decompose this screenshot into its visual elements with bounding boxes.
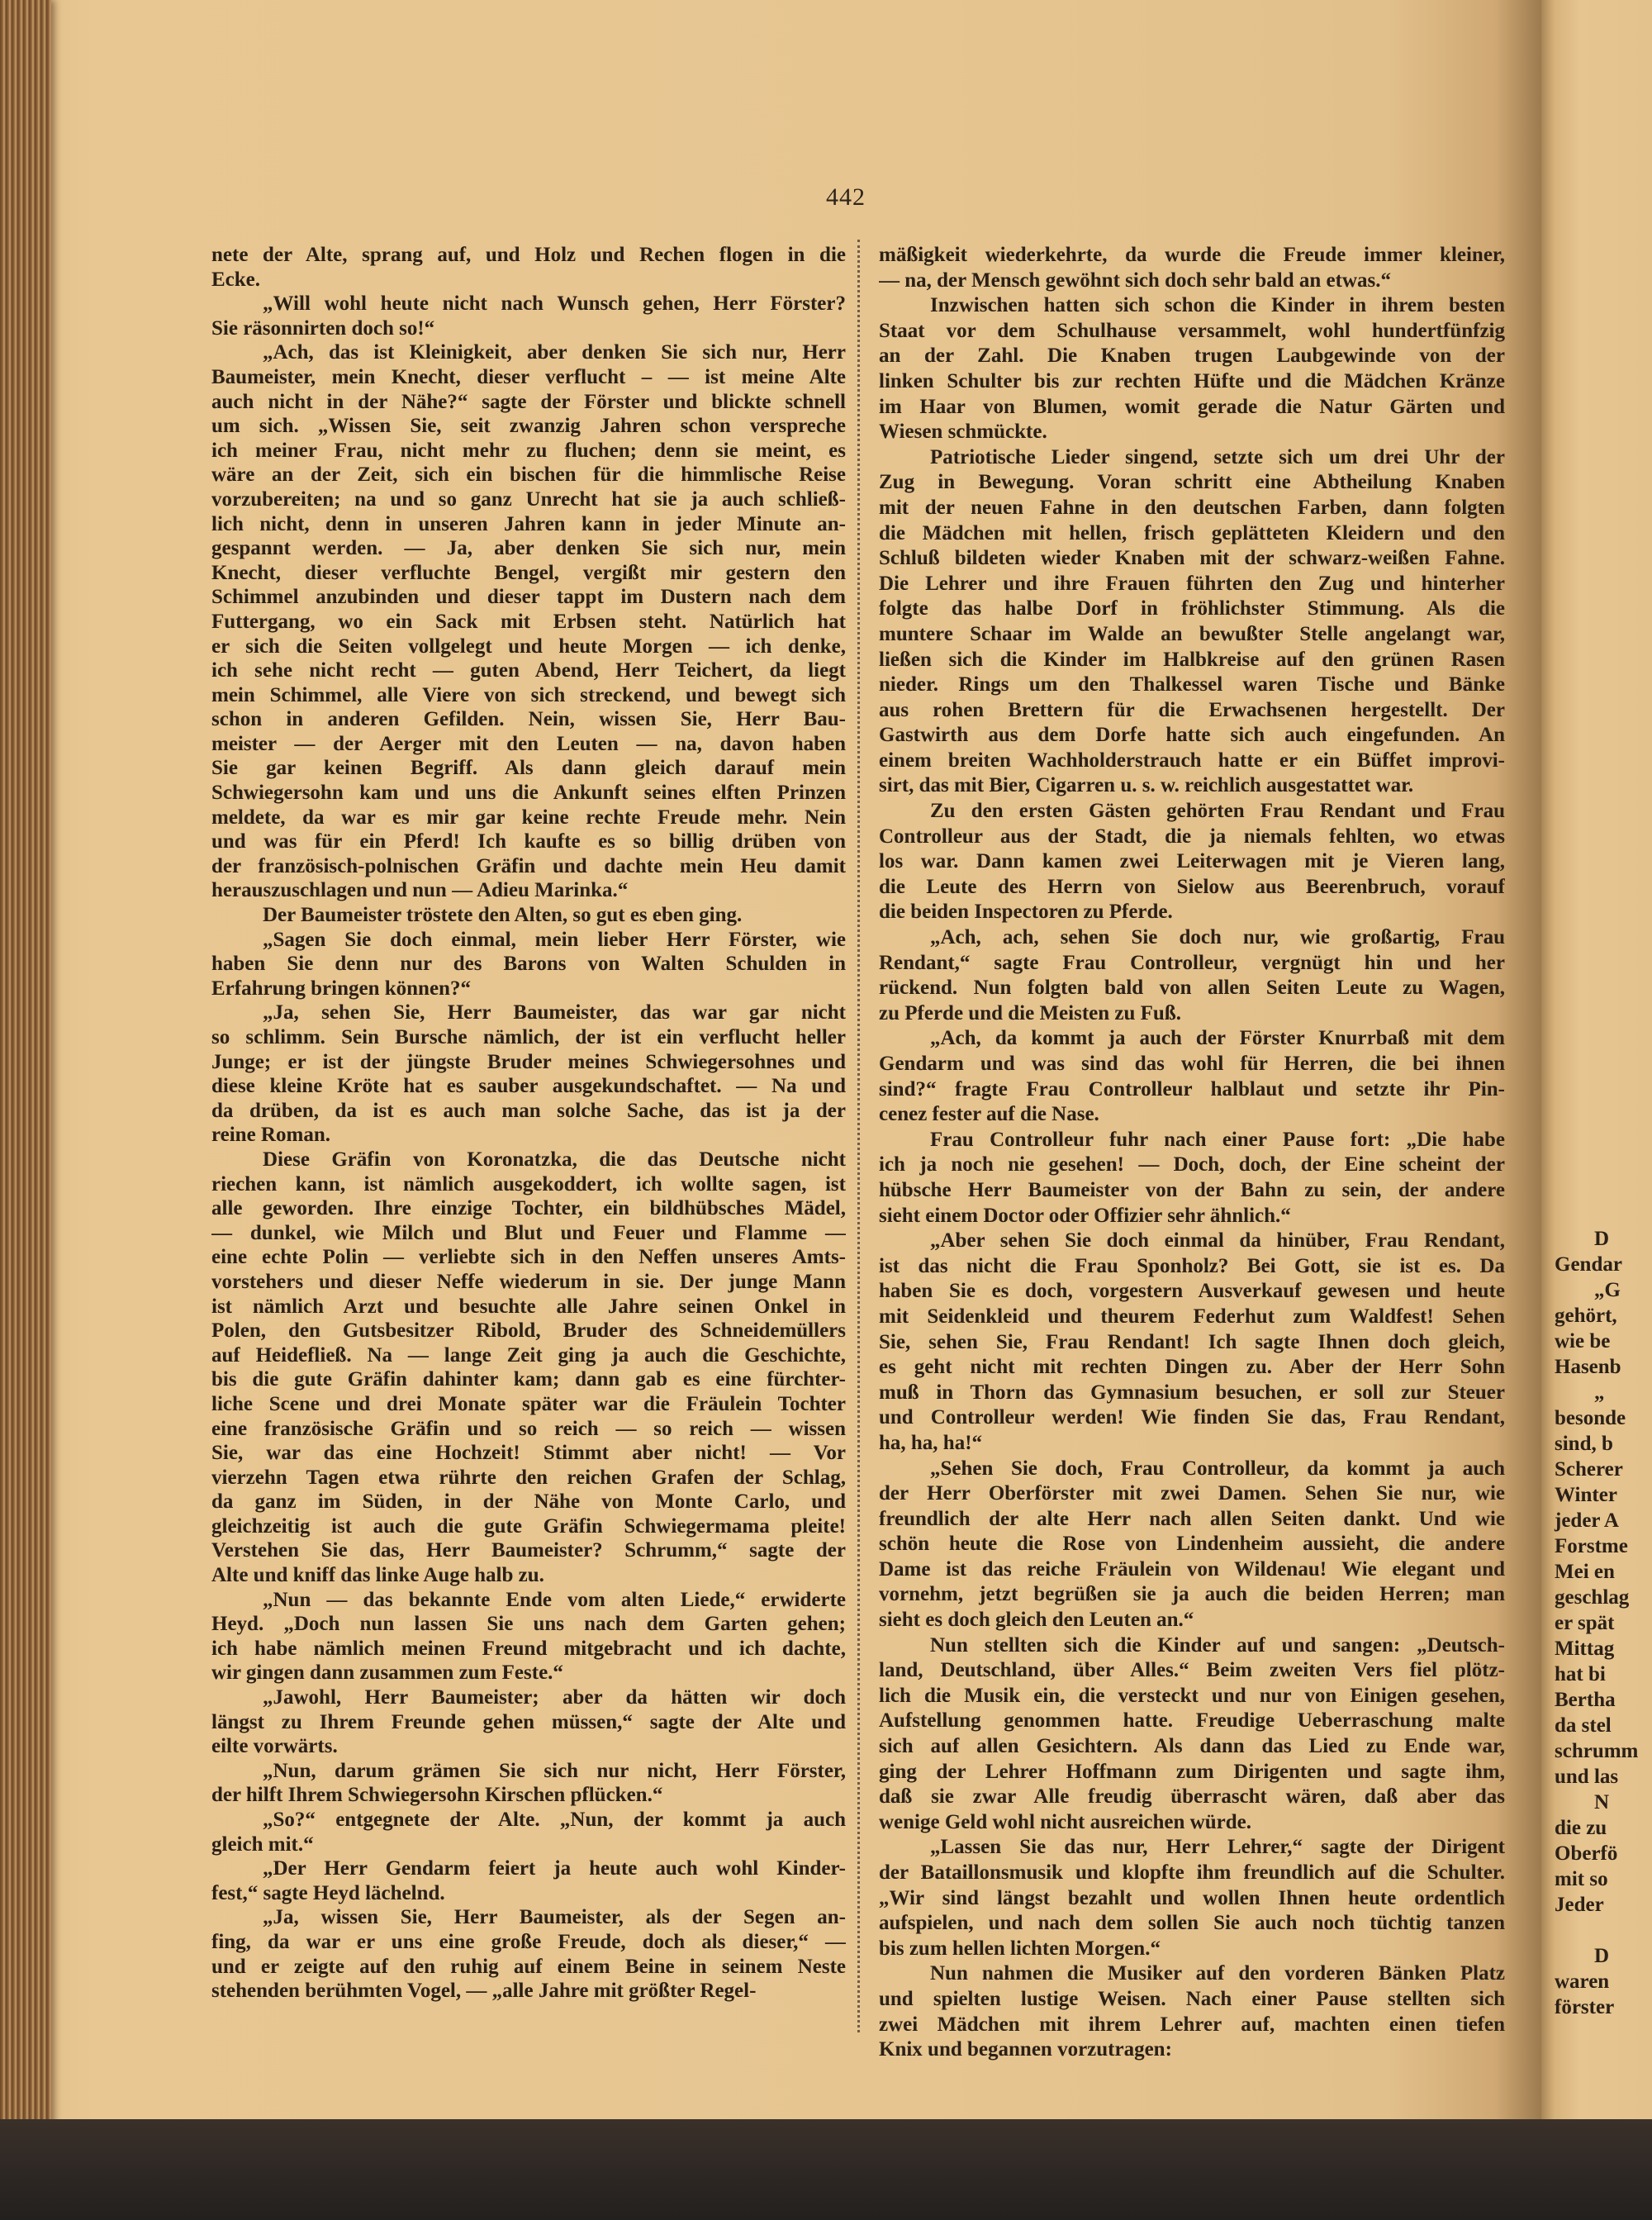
text-line: Schluß bildeten wieder Knaben mit der schwarz-weißen Fahne. [879,547,1505,570]
text-line: aus rohen Brettern für die Erwachsenen hergestellt. Der [879,698,1505,721]
text-line: liche Scene und drei Monate später war die Fräulein Tochter [211,1392,846,1415]
text-line: vierzehn Tagen etwa rührte den reichen Grafen der Schlag, [211,1466,846,1489]
text-line: Inzwischen hatten sich schon die Kinder in ihrem besten [930,294,1505,317]
column-divider [857,240,860,2032]
text-line: sich auf allen Gesichtern. Als dann das Lied zu Ende war, [879,1735,1505,1758]
paragraph [879,1633,1505,1836]
text-line: N [1594,1791,1610,1814]
text-line: Gastwirth aus dem Dorfe hatte sich auch eingefunden. An [879,724,1505,747]
paragraph [211,1808,846,1856]
paragraph [879,1229,1505,1456]
paragraph [211,1685,846,1759]
text-line: nete der Alte, sprang auf, und Holz und Rechen flogen in die [211,244,846,266]
paragraph [211,340,846,903]
right-text-column [879,243,1505,2063]
text-line: mit der neuen Fahne in den deutschen Farben, dann folgten [879,496,1505,519]
text-line: hübsche Herr Baumeister von der Bahn zu sein, der andere [879,1178,1505,1201]
text-line: Sie räsonnirten doch so!“ [211,316,435,340]
text-line: sieht einem Doctor oder Offizier sehr ähnlich.“ [879,1204,1291,1227]
text-line: der Herr Oberförster mit zwei Damen. Sehen Sie nur, wie [879,1482,1505,1505]
text-line: Schimmel anzubinden und dieser tappt im Dustern nach dem [211,586,846,609]
text-line: Ecke. [211,268,261,291]
text-line: geschlag [1555,1586,1630,1609]
text-line: daß sie zwar Alle freudig überrascht wären, daß aber das [879,1785,1505,1809]
text-line: reine Roman. [211,1124,330,1147]
text-line: ging der Lehrer Hoffmann zum Dirigenten und sagte ihm, [879,1760,1505,1783]
next-page-fragments [1555,1226,1652,2020]
text-line: besonde [1555,1407,1626,1429]
text-line: „So?“ entgegnete der Alte. „Nun, der kommt ja auch [263,1809,846,1831]
paragraph [211,903,846,928]
text-line: schön heute die Rose von Lindenheim aussieht, die andere [879,1533,1505,1556]
left-text-column [211,243,846,2004]
text-line: ließen sich die Kinder im Halbkreise auf den grünen Rasen [879,648,1505,671]
paragraph [879,799,1505,925]
text-line: alle geworden. Ihre einzige Tochter, ein bildhübsches Mädel, [211,1197,846,1220]
paragraph [211,928,846,1001]
text-line: zu Pferde und die Meisten zu Fuß. [879,1001,1181,1024]
text-line: folgte das halbe Dorf in fröhlichster Stimmung. Als die [879,597,1505,620]
text-line: auch nicht in der Nähe?“ sagte der Förster und blickte schnell [211,390,846,413]
text-line: mit Seidenkleid und theurem Federhut zum Waldfest! Sehen [879,1305,1505,1328]
text-line: eine echte Polin — verliebte sich in den Neffen unseres Amts- [211,1246,846,1269]
text-line: förster [1555,1996,1615,2018]
text-line: Knecht, dieser verfluchte Bengel, vergißt mir gestern den [211,561,846,584]
text-line: die beiden Inspectoren zu Pferde. [879,901,1173,924]
text-line: mäßigkeit wiederkehrte, da wurde die Freude immer kleiner, [879,244,1505,266]
text-line: bis zum hellen lichten Morgen.“ [879,1937,1161,1960]
text-line: fest,“ sagte Heyd lächelnd. [211,1881,445,1904]
text-line: sirt, das mit Bier, Cigarren u. s. w. reichlich ausgestattet war. [879,774,1414,797]
text-line: Rendant,“ sagte Frau Controlleur, vergnügt hin und her [879,951,1505,974]
text-line: ich habe nämlich meinen Freund mitgebracht und ich dachte, [211,1637,846,1660]
paragraph [879,1961,1505,2062]
text-line: ist nämlich Arzt und besuchte alle Jahre seinen Onkel in [211,1295,846,1318]
text-line: und er zeigte auf den ruhig auf einem Beine in seinem Neste [211,1955,846,1978]
text-line: waren [1555,1970,1610,1993]
text-line: Baumeister, mein Knecht, dieser verflucht – — ist meine Alte [211,365,846,388]
text-line: die Mädchen mit hellen, frisch geplätteten Kleidern und den [879,521,1505,544]
text-line: stehenden berühmten Vogel, — „alle Jahre mit größter Regel- [211,1980,757,2003]
text-line: „Ach, ach, sehen Sie doch nur, wie großartig, Frau [930,926,1505,949]
paragraph [879,445,1505,799]
text-line: „Wir sind längst bezahlt und wollen Ihnen heute ordentlich [879,1886,1505,1909]
text-line: „Will wohl heute nicht nach Wunsch gehen, Herr Förster? [263,292,846,316]
text-line: Controlleur aus der Stadt, die ja niemals fehlten, wo etwas [879,825,1505,848]
text-line: muntere Schaar im Walde an bewußter Stelle angelangt war, [879,622,1505,645]
text-line: und spielten lustige Weisen. Nach einer Pause stellten sich [879,1987,1505,2010]
text-line: da drüben, da ist es auch man solche Sache, das ist ja der [211,1099,846,1122]
paragraph [879,925,1505,1026]
text-line: und las [1555,1766,1619,1788]
text-line: mein Schimmel, alle Viere von sich streckend, und bewegt sich [211,683,846,706]
text-line: sieht es doch gleich den Leuten an.“ [879,1609,1194,1632]
text-line: vorzubereiten; na und so ganz Unrecht hat sie ja auch schließ- [211,487,846,511]
text-line: auf Heidefließ. Na — lange Zeit ging ja auch die Geschichte, [211,1343,846,1367]
text-line: haben Sie denn nur des Barons von Walten Schulden in [211,953,846,976]
paragraph [1555,1790,1652,1918]
text-line: Jeder [1555,1894,1604,1916]
text-line: und was für ein Pferd! Ich kaufte es so billig drüben von [211,830,846,853]
text-line: Alte und kniff das linke Auge halb zu. [211,1564,544,1587]
text-line: Staat vor dem Schulhause versammelt, wohl hundertfünfzig [879,319,1505,342]
text-line: wie be [1555,1330,1611,1352]
text-line: Polen, den Gutsbesitzer Ribold, Bruder des Schneidemüllers [211,1319,846,1343]
text-line: Oberfö [1555,1842,1618,1865]
text-line: Die Lehrer und ihre Frauen führten den Zug und hinterher [879,572,1505,595]
text-line: muß in Thorn das Gymnasium besuchen, er soll zur Steuer [879,1381,1505,1404]
text-line: „Nun, darum grämen Sie sich nur nicht, Herr Förster, [263,1759,846,1782]
text-line: lich die Musik ein, die versteckt und nur von Einigen gesehen, [879,1684,1505,1707]
text-line: die Leute des Herrn von Sielow aus Beerenbruch, vorauf [879,875,1505,898]
text-line: zwei Mädchen mit ihrem Lehrer auf, machten einen tiefen [879,2013,1505,2036]
paragraph [211,1759,846,1808]
text-line: hat bi [1555,1663,1606,1685]
text-line: Futtergang, wo ein Sack mit Erbsen steht. Natürlich hat [211,610,846,633]
paragraph [879,1026,1505,1127]
text-line: Knix und begannen vorzutragen: [879,2038,1172,2061]
paragraph [211,1905,846,2003]
text-line: riechen kann, ist nämlich ausgekoddert, ich wollte sagen, ist [211,1172,846,1196]
text-line: gespannt werden. — Ja, aber denken Sie sich nur, mein [211,537,846,560]
text-line: eilte vorwärts. [211,1735,338,1758]
text-line: sind, b [1555,1433,1613,1455]
text-line: meldete, da war es mir gar keine rechte Freude mehr. Nein [211,806,846,829]
text-line: gleichzeitig ist auch die gute Gräfin Schwiegermama pleite! [211,1514,846,1538]
text-line: Dame ist das reiche Fräulein von Wildenau! Wie elegant und [879,1557,1505,1581]
text-line: er spät [1555,1612,1615,1634]
text-line: freundlich der alte Herr nach allen Seiten dankt. Und wie [879,1507,1505,1530]
text-line: Zu den ersten Gästen gehörten Frau Rendant und Frau [930,800,1505,823]
text-line: die zu [1555,1817,1607,1839]
scan-background [0,2119,1652,2220]
text-line: herauszuschlagen und nun — Adieu Marinka.“ [211,879,629,902]
text-line: — na, der Mensch gewöhnt sich doch sehr bald an etwas.“ [879,269,1391,292]
text-line: — dunkel, wie Milch und Blut und Feuer und Flamme — [211,1221,846,1244]
text-line: Aufstellung genommen hatte. Freudige Ueberraschung malte [879,1709,1505,1733]
text-line: Erfahrung bringen können?“ [211,977,471,1000]
text-line: Junge; er ist der jüngste Bruder meines Schwiegersohnes und [211,1050,846,1073]
text-line: ich ja noch nie gesehen! — Doch, doch, der Eine scheint der [879,1153,1505,1177]
text-line: ich sehe nicht recht — guten Abend, Herr Teichert, da liegt [211,659,846,682]
fragment-block [1555,1226,1652,1918]
fragment-block [1555,1943,1652,2020]
text-line: haben Sie es doch, vorgestern Ausverkauf gewesen und heute [879,1280,1505,1303]
text-line: ist das nicht die Frau Sponholz? Bei Gott, sie ist es. Da [879,1254,1505,1277]
text-line: wäre an der Zeit, sich ein bischen für die himmlische Reise [211,463,846,487]
text-line: cenez fester auf die Nase. [879,1103,1099,1126]
text-line: D [1594,1945,1610,1967]
paragraph [1555,1943,1652,2020]
book-page-edges [0,0,51,2148]
text-line: wir gingen dann zusammen zum Feste.“ [211,1661,563,1685]
text-line: „Jawohl, Herr Baumeister; aber da hätten wir doch [263,1686,846,1709]
text-line: Gendar [1555,1253,1622,1276]
text-line: Verstehen Sie das, Herr Baumeister? Schrumm,“ sagte der [211,1539,846,1562]
text-line: „Aber sehen Sie doch einmal da hinüber, Frau Rendant, [930,1229,1505,1253]
text-line: der Bataillonsmusik und klopfte ihm freundlich auf die Schulter. [879,1861,1505,1884]
text-line: er sich die Seiten vollgelegt und heute Morgen — ich denke, [211,635,846,658]
text-line: gehört, [1555,1305,1617,1327]
text-line: Nun stellten sich die Kinder auf und sangen: „Deutsch- [930,1633,1505,1657]
text-line: linken Schulter bis zur rechten Hüfte und die Mädchen Kränze [879,369,1505,392]
paragraph [211,292,846,340]
paragraph [211,1148,846,1588]
text-line: los war. Dann kamen zwei Leiterwagen mit je Vieren lang, [879,850,1505,873]
text-line: Mittag [1555,1638,1615,1660]
paragraph [1555,1277,1652,1380]
text-line: nieder. Rings um den Thalkessel waren Tische und Bänke [879,673,1505,696]
paragraph [879,1835,1505,1961]
text-line: Gendarm und was sind das wohl für Herren, die bei ihnen [879,1053,1505,1075]
text-line: „Ja, wissen Sie, Herr Baumeister, als der Segen an- [263,1906,846,1929]
text-line: Der Baumeister tröstete den Alten, so gut es eben ging. [263,904,743,927]
text-line: Nun nahmen die Musiker auf den vorderen Bänken Platz [930,1962,1505,1985]
text-line: „Sagen Sie doch einmal, mein lieber Herr Förster, wie [263,928,846,951]
text-line: längst zu Ihrem Freunde gehen müssen,“ sagte der Alte und [211,1710,846,1733]
text-line: Forstme [1555,1535,1628,1557]
text-line: „Ach, das ist Kleinigkeit, aber denken Sie sich nur, Herr [263,341,846,364]
text-line: Patriotische Lieder singend, setzte sich um drei Uhr der [930,445,1505,468]
text-line: einem breiten Wachholderstrauch hatte er ein Büffet improvi- [879,749,1505,772]
paragraph [1555,1226,1652,1277]
text-line: „Ja, sehen Sie, Herr Baumeister, das war gar nicht [263,1001,846,1024]
text-line: es geht nicht mit rechten Dingen zu. Aber der Herr Sohn [879,1356,1505,1379]
text-line: rückend. Nun folgten bald von allen Seiten Leute zu Wagen, [879,977,1505,1000]
paragraph [879,293,1505,445]
text-line: Hasenb [1555,1356,1621,1378]
text-line: an der Zahl. Die Knaben trugen Laubgewinde von der [879,345,1505,368]
text-line: jeder A [1555,1509,1619,1532]
text-line: und Controlleur werden! Wie finden Sie das, Frau Rendant, [879,1406,1505,1429]
paragraph [211,1856,846,1905]
text-line: lich nicht, denn in unseren Jahren kann in jeder Minute an- [211,512,846,535]
text-line: D [1594,1228,1610,1250]
paragraph [211,1001,846,1148]
page-number: 442 [826,183,866,211]
paragraph [879,243,1505,293]
text-line: Mei en [1555,1561,1615,1583]
text-line: Sie, war das eine Hochzeit! Stimmt aber nicht! — Vor [211,1442,846,1465]
text-line: ha, ha, ha!“ [879,1431,983,1454]
text-line: aufspielen, und nach dem sollen Sie auch noch tüchtig tanzen [879,1912,1505,1935]
text-line: fing, da war er uns eine große Freude, doch als dieser,“ — [211,1930,846,1953]
text-line: Winter [1555,1484,1617,1506]
text-line: Frau Controlleur fuhr nach einer Pause fort: „Die habe [930,1128,1505,1151]
text-line: Scherer [1555,1458,1623,1481]
text-line: so schlimm. Sein Bursche nämlich, der ist ein verflucht heller [211,1026,846,1048]
paragraph [879,1457,1505,1633]
paragraph [211,243,846,292]
text-line: Sie gar keinen Begriff. Als dann gleich darauf mein [211,757,846,780]
text-line: land, Deutschland, über Alles.“ Beim zweiten Vers fiel plötz- [879,1659,1505,1682]
text-line: Schwiegersohn kam und uns die Ankunft seines elften Prinzen [211,782,846,805]
text-line: diese kleine Kröte hat es sauber ausgekundschaftet. — Na und [211,1075,846,1098]
text-line: schrumm [1555,1740,1639,1762]
text-line: da ganz im Süden, in der Nähe von Monte Carlo, und [211,1490,846,1514]
text-line: der hilft Ihrem Schwiegersohn Kirschen pflücken.“ [211,1784,663,1807]
text-line: wenige Geld wohl nicht ausreichen würde. [879,1810,1251,1833]
paragraph [879,1128,1505,1229]
text-line: Diese Gräfin von Koronatzka, die das Deutsche nicht [263,1148,846,1171]
text-line: „Lassen Sie das nur, Herr Lehrer,“ sagte der Dirigent [930,1836,1505,1859]
text-line: Heyd. „Doch nun lassen Sie uns nach dem Garten gehen; [211,1613,846,1636]
text-line: „ [1594,1381,1605,1404]
text-line: schon in anderen Gefilden. Nein, wissen Sie, Herr Bau- [211,708,846,731]
text-line: um sich. „Wissen Sie, seit zwanzig Jahren schon verspreche [211,415,846,438]
text-line: Zug in Bewegung. Voran schritt eine Abtheilung Knaben [879,471,1505,494]
text-line: gleich mit.“ [211,1833,314,1856]
text-line: im Haar von Blumen, womit gerade die Natur Gärten und [879,395,1505,418]
text-line: da stel [1555,1714,1612,1737]
text-line: „G [1594,1279,1621,1301]
text-line: sind?“ fragte Frau Controlleur halblaut und setzte ihr Pin- [879,1077,1505,1100]
text-line: mit so [1555,1868,1608,1890]
text-line: „Nun — das bekannte Ende vom alten Liede,“ erwiderte [263,1588,846,1611]
text-line: Bertha [1555,1689,1616,1711]
text-line: meister — der Aerger mit den Leuten — na, davon haben [211,732,846,755]
text-line: vorstehers und dieser Neffe wiederum in sie. Der junge Mann [211,1270,846,1293]
text-line: „Ach, da kommt ja auch der Förster Knurrbaß mit dem [930,1027,1505,1050]
text-line: der französisch-polnischen Gräfin und dachte mein Heu damit [211,854,846,877]
text-line: Wiesen schmückte. [879,421,1047,444]
text-line: Sie, sehen Sie, Frau Rendant! Ich sagte Ihnen doch gleich, [879,1330,1505,1353]
text-line: vornehm, jetzt begrüßen sie ja auch die beiden Herren; man [879,1583,1505,1606]
text-line: „Sehen Sie doch, Frau Controlleur, da kommt ja auch [930,1457,1505,1480]
text-line: bis die gute Gräfin dahinter kam; dann gab es eine fürchter- [211,1368,846,1391]
paragraph [1555,1380,1652,1790]
paragraph [211,1588,846,1685]
text-line: „Der Herr Gendarm feiert ja heute auch wohl Kinder- [263,1857,846,1880]
text-line: eine französische Gräfin und so reich — so reich — wissen [211,1417,846,1440]
text-line: ich meiner Frau, nicht mehr zu fluchen; denn sie meint, es [211,439,846,462]
